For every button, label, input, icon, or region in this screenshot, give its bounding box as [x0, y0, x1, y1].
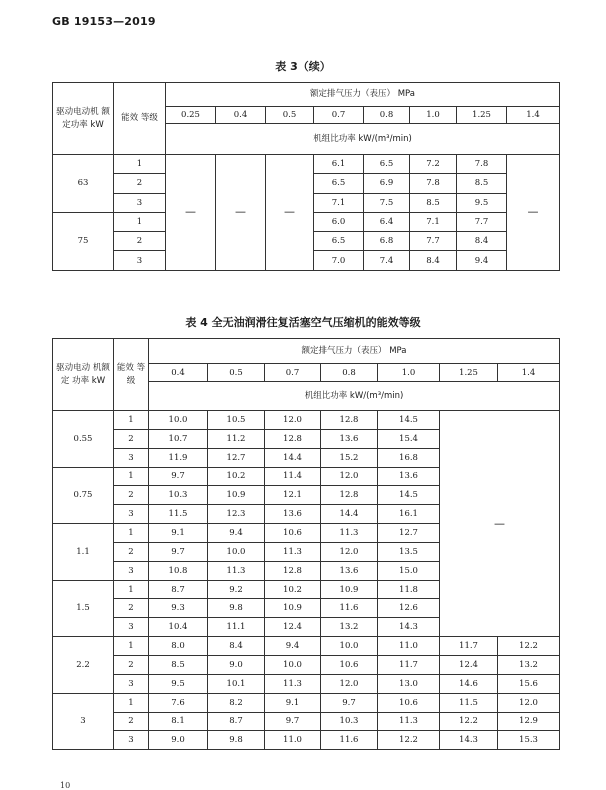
value-cell: 12.9	[498, 712, 560, 731]
value-cell: 10.2	[265, 580, 321, 599]
value-cell: 11.6	[321, 599, 378, 618]
motor-power-cell: 3	[53, 693, 114, 750]
value-cell: 11.3	[321, 524, 378, 543]
value-cell: 13.2	[321, 618, 378, 637]
motor-power-cell: 0.75	[53, 467, 114, 524]
pressure-header: 0.5	[266, 107, 314, 124]
value-cell: 8.4	[457, 232, 507, 251]
value-cell: 15.2	[321, 448, 378, 467]
value-cell: 8.2	[208, 693, 265, 712]
value-cell: 6.5	[314, 232, 364, 251]
value-cell: 15.6	[498, 674, 560, 693]
value-cell: 14.3	[440, 731, 498, 750]
level-cell: 2	[114, 712, 149, 731]
value-cell: 11.5	[440, 693, 498, 712]
value-cell: 11.7	[440, 637, 498, 656]
value-cell: 7.1	[410, 212, 457, 231]
value-cell: 10.3	[321, 712, 378, 731]
value-cell: 10.6	[321, 655, 378, 674]
value-cell: 12.0	[321, 467, 378, 486]
value-cell: 8.5	[410, 193, 457, 212]
value-cell: 15.4	[378, 429, 440, 448]
value-cell: 10.0	[149, 411, 208, 430]
value-cell: 9.7	[149, 467, 208, 486]
value-cell: 12.1	[265, 486, 321, 505]
value-cell: 12.8	[321, 411, 378, 430]
level-cell: 2	[114, 655, 149, 674]
col-level-header: 能效 等级	[114, 339, 149, 411]
value-cell: 12.7	[378, 524, 440, 543]
value-cell: 8.4	[410, 251, 457, 270]
value-cell: 12.4	[265, 618, 321, 637]
value-cell: 11.5	[149, 505, 208, 524]
value-cell: 7.7	[457, 212, 507, 231]
specific-power-title: 机组比功率 kW/(m³/min)	[149, 382, 560, 411]
value-cell: 9.7	[321, 693, 378, 712]
value-cell: 10.0	[208, 542, 265, 561]
pressure-header: 0.25	[166, 107, 216, 124]
value-cell: 14.5	[378, 486, 440, 505]
value-cell: 9.2	[208, 580, 265, 599]
value-cell: 14.5	[378, 411, 440, 430]
value-cell: 14.6	[440, 674, 498, 693]
pressure-header: 0.5	[208, 364, 265, 382]
pressure-title: 额定排气压力（表压） MPa	[166, 83, 560, 107]
value-cell: 10.1	[208, 674, 265, 693]
level-cell: 3	[114, 193, 166, 212]
value-cell: 9.5	[457, 193, 507, 212]
level-cell: 1	[114, 155, 166, 174]
value-cell: 10.9	[321, 580, 378, 599]
pressure-header: 0.7	[314, 107, 364, 124]
table-row	[53, 155, 560, 174]
value-cell: 6.5	[314, 174, 364, 193]
value-cell: 8.7	[149, 580, 208, 599]
table-row	[53, 637, 560, 656]
table3	[52, 82, 560, 271]
value-cell: 6.9	[364, 174, 410, 193]
value-cell: 11.6	[321, 731, 378, 750]
value-cell: 9.7	[149, 542, 208, 561]
value-cell: 14.4	[265, 448, 321, 467]
table-row	[53, 712, 560, 731]
value-cell: 14.4	[321, 505, 378, 524]
value-cell: 11.4	[265, 467, 321, 486]
value-cell: 10.8	[149, 561, 208, 580]
value-cell: 12.4	[440, 655, 498, 674]
value-cell: 10.4	[149, 618, 208, 637]
value-cell: 8.4	[208, 637, 265, 656]
pressure-header: 1.0	[378, 364, 440, 382]
table-row	[53, 411, 560, 430]
value-cell: 10.6	[378, 693, 440, 712]
value-cell: 12.0	[321, 542, 378, 561]
value-cell: 11.3	[265, 674, 321, 693]
value-cell: 13.6	[378, 467, 440, 486]
value-cell: 8.5	[149, 655, 208, 674]
value-cell: 12.2	[440, 712, 498, 731]
value-cell: 11.2	[208, 429, 265, 448]
pressure-header: 0.4	[149, 364, 208, 382]
value-cell: 7.7	[410, 232, 457, 251]
value-cell: 9.0	[208, 655, 265, 674]
value-cell: 12.2	[378, 731, 440, 750]
pressure-title: 额定排气压力（表压） MPa	[149, 339, 560, 364]
value-cell: 11.1	[208, 618, 265, 637]
pressure-header: 0.4	[216, 107, 266, 124]
value-cell: 12.6	[378, 599, 440, 618]
value-cell: 9.4	[208, 524, 265, 543]
value-cell: 10.9	[265, 599, 321, 618]
level-cell: 1	[114, 411, 149, 430]
value-cell: 11.9	[149, 448, 208, 467]
level-cell: 1	[114, 212, 166, 231]
col-level-header: 能效 等级	[114, 83, 166, 155]
value-cell: 6.8	[364, 232, 410, 251]
level-cell: 1	[114, 580, 149, 599]
value-cell: 10.3	[149, 486, 208, 505]
level-cell: 1	[114, 693, 149, 712]
value-cell: 13.5	[378, 542, 440, 561]
value-cell: 6.5	[364, 155, 410, 174]
value-cell: 8.5	[457, 174, 507, 193]
pressure-header: 0.8	[321, 364, 378, 382]
value-cell: 16.1	[378, 505, 440, 524]
level-cell: 1	[114, 467, 149, 486]
value-cell: 13.0	[378, 674, 440, 693]
value-cell: 9.4	[265, 637, 321, 656]
value-cell: 12.0	[265, 411, 321, 430]
pressure-header: 0.8	[364, 107, 410, 124]
level-cell: 1	[114, 637, 149, 656]
motor-power-cell: 63	[53, 155, 114, 213]
value-cell: 7.5	[364, 193, 410, 212]
level-cell: 2	[114, 599, 149, 618]
value-cell: 10.9	[208, 486, 265, 505]
no-value-dash: —	[166, 155, 216, 271]
value-cell: 7.1	[314, 193, 364, 212]
value-cell: 12.7	[208, 448, 265, 467]
value-cell: 6.0	[314, 212, 364, 231]
level-cell: 2	[114, 232, 166, 251]
value-cell: 8.1	[149, 712, 208, 731]
page-number: 10	[60, 781, 71, 790]
value-cell: 16.8	[378, 448, 440, 467]
col-power-header: 驱动电动 机额定 功率 kW	[53, 339, 114, 411]
pressure-header: 1.4	[507, 107, 560, 124]
value-cell: 12.0	[498, 693, 560, 712]
level-cell: 2	[114, 486, 149, 505]
motor-power-cell: 1.1	[53, 524, 114, 581]
value-cell: 9.4	[457, 251, 507, 270]
level-cell: 3	[114, 505, 149, 524]
value-cell: 10.2	[208, 467, 265, 486]
level-cell: 2	[114, 542, 149, 561]
pressure-header: 0.7	[265, 364, 321, 382]
value-cell: 10.0	[265, 655, 321, 674]
value-cell: 7.4	[364, 251, 410, 270]
level-cell: 1	[114, 524, 149, 543]
value-cell: 12.0	[321, 674, 378, 693]
value-cell: 9.1	[149, 524, 208, 543]
level-cell: 2	[114, 174, 166, 193]
value-cell: 9.8	[208, 599, 265, 618]
motor-power-cell: 0.55	[53, 411, 114, 468]
value-cell: 12.3	[208, 505, 265, 524]
specific-power-title: 机组比功率 kW/(m³/min)	[166, 124, 560, 155]
value-cell: 11.3	[208, 561, 265, 580]
level-cell: 3	[114, 251, 166, 270]
value-cell: 9.7	[265, 712, 321, 731]
level-cell: 3	[114, 731, 149, 750]
no-value-dash: —	[216, 155, 266, 271]
value-cell: 9.5	[149, 674, 208, 693]
value-cell: 12.2	[498, 637, 560, 656]
value-cell: 13.6	[321, 561, 378, 580]
table4-caption: 表 4 全无油润滑往复活塞空气压缩机的能效等级	[185, 316, 421, 329]
value-cell: 7.2	[410, 155, 457, 174]
table-row	[53, 674, 560, 693]
value-cell: 8.0	[149, 637, 208, 656]
value-cell: 11.3	[265, 542, 321, 561]
level-cell: 3	[114, 674, 149, 693]
value-cell: 10.0	[321, 637, 378, 656]
no-value-dash: —	[507, 155, 560, 271]
value-cell: 12.8	[265, 429, 321, 448]
table4	[52, 338, 560, 750]
no-value-dash: —	[266, 155, 314, 271]
table-row	[53, 655, 560, 674]
value-cell: 10.6	[265, 524, 321, 543]
pressure-header: 1.25	[457, 107, 507, 124]
table3-caption: 表 3（续）	[275, 60, 331, 73]
motor-power-cell: 1.5	[53, 580, 114, 637]
value-cell: 9.8	[208, 731, 265, 750]
value-cell: 9.0	[149, 731, 208, 750]
value-cell: 13.2	[498, 655, 560, 674]
value-cell: 8.7	[208, 712, 265, 731]
value-cell: 15.0	[378, 561, 440, 580]
col-power-header: 驱动电动机 额定功率 kW	[53, 83, 114, 155]
value-cell: 11.0	[265, 731, 321, 750]
value-cell: 11.8	[378, 580, 440, 599]
value-cell: 6.1	[314, 155, 364, 174]
value-cell: 10.5	[208, 411, 265, 430]
value-cell: 11.7	[378, 655, 440, 674]
motor-power-cell: 75	[53, 212, 114, 270]
value-cell: 9.1	[265, 693, 321, 712]
pressure-header: 1.25	[440, 364, 498, 382]
value-cell: 7.6	[149, 693, 208, 712]
value-cell: 9.3	[149, 599, 208, 618]
value-cell: 13.6	[265, 505, 321, 524]
value-cell: 7.0	[314, 251, 364, 270]
value-cell: 11.3	[378, 712, 440, 731]
level-cell: 3	[114, 561, 149, 580]
value-cell: 15.3	[498, 731, 560, 750]
no-value-dash: —	[440, 411, 560, 637]
level-cell: 3	[114, 448, 149, 467]
value-cell: 7.8	[457, 155, 507, 174]
value-cell: 13.6	[321, 429, 378, 448]
value-cell: 14.3	[378, 618, 440, 637]
value-cell: 12.8	[321, 486, 378, 505]
value-cell: 6.4	[364, 212, 410, 231]
motor-power-cell: 2.2	[53, 637, 114, 694]
level-cell: 3	[114, 618, 149, 637]
table-row	[53, 731, 560, 750]
pressure-header: 1.4	[498, 364, 560, 382]
level-cell: 2	[114, 429, 149, 448]
value-cell: 11.0	[378, 637, 440, 656]
pressure-header: 1.0	[410, 107, 457, 124]
standard-number: GB 19153—2019	[52, 15, 156, 28]
value-cell: 7.8	[410, 174, 457, 193]
value-cell: 12.8	[265, 561, 321, 580]
value-cell: 10.7	[149, 429, 208, 448]
table-row	[53, 693, 560, 712]
